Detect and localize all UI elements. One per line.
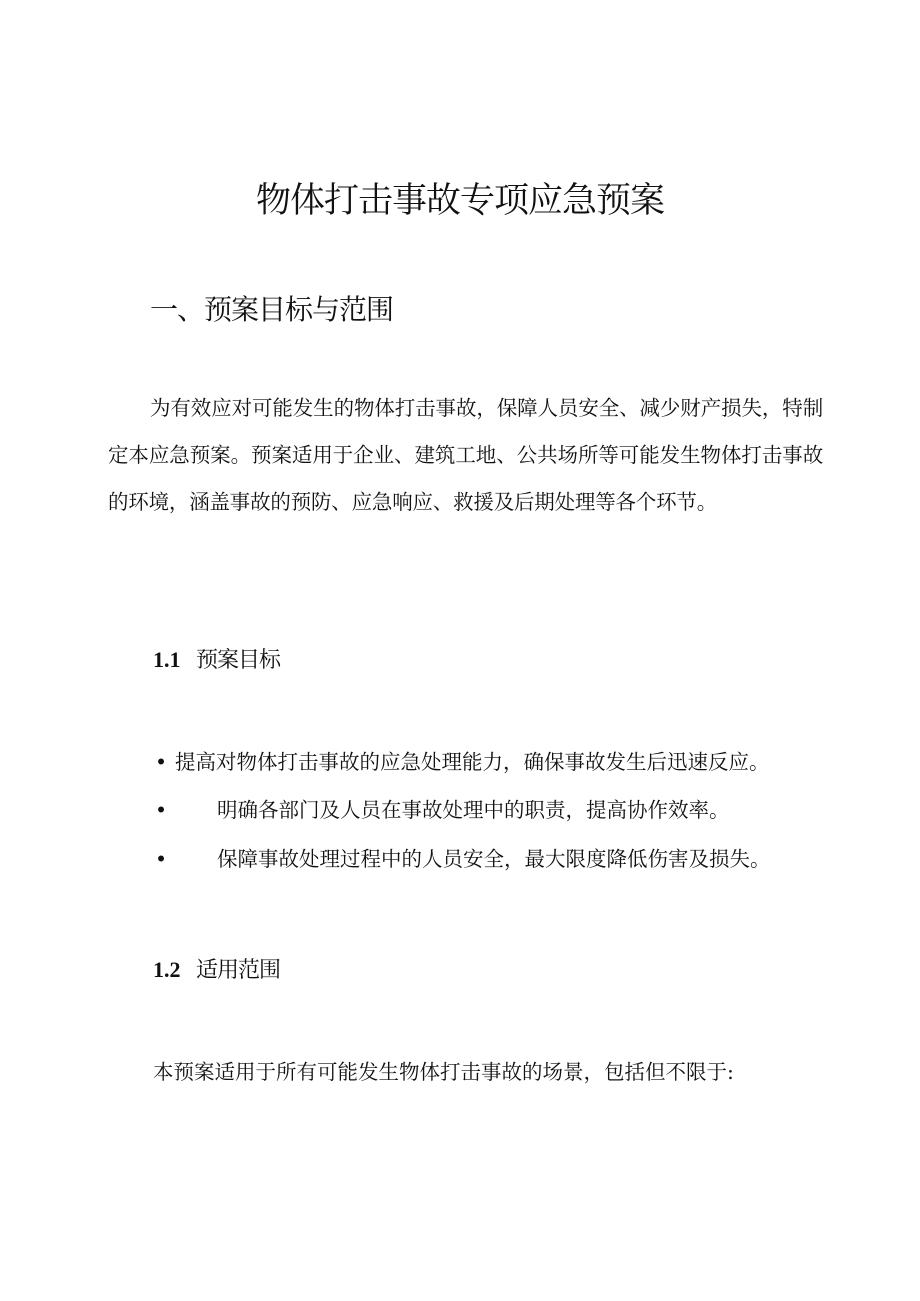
- subsection-number: 1.1: [153, 647, 181, 672]
- subsection-title: 适用范围: [196, 958, 281, 983]
- subsection-heading-1-2: [153, 955, 280, 986]
- bullet-marker: •: [155, 798, 168, 822]
- list-item: [155, 795, 835, 825]
- bullet-text: 保障事故处理过程中的人员安全，最大限度降低伤害及损失。: [217, 847, 771, 871]
- section-1-intro-paragraph: 为有效应对可能发生的物体打击事故，保障人员安全、减少财产损失，特制定本应急预案。预案适用于企业、建筑工地、公共场所等可能发生物体打击事故的环境，涵盖事故的预防、应急响应、救援及后期处理等各个环节。: [108, 396, 823, 514]
- list-item: [155, 747, 835, 777]
- bullet-text: 提高对物体打击事故的应急处理能力，确保事故发生后迅速反应。: [175, 750, 770, 774]
- document-title: 物体打击事故专项应急预案: [255, 181, 664, 221]
- subsection-title: 预案目标: [196, 648, 281, 673]
- bullet-marker: •: [155, 750, 168, 774]
- bullet-text: 明确各部门及人员在事故处理中的职责，提高协作效率。: [217, 798, 730, 822]
- subsection-heading-1-1: [153, 645, 280, 676]
- subsection-1-2-intro: 本预案适用于所有可能发生物体打击事故的场景，包括但不限于:: [153, 1060, 734, 1084]
- list-item: [155, 844, 835, 874]
- subsection-number: 1.2: [153, 957, 181, 982]
- bullet-marker: •: [155, 847, 168, 871]
- section-heading-1: 一、预案目标与范围: [150, 293, 394, 326]
